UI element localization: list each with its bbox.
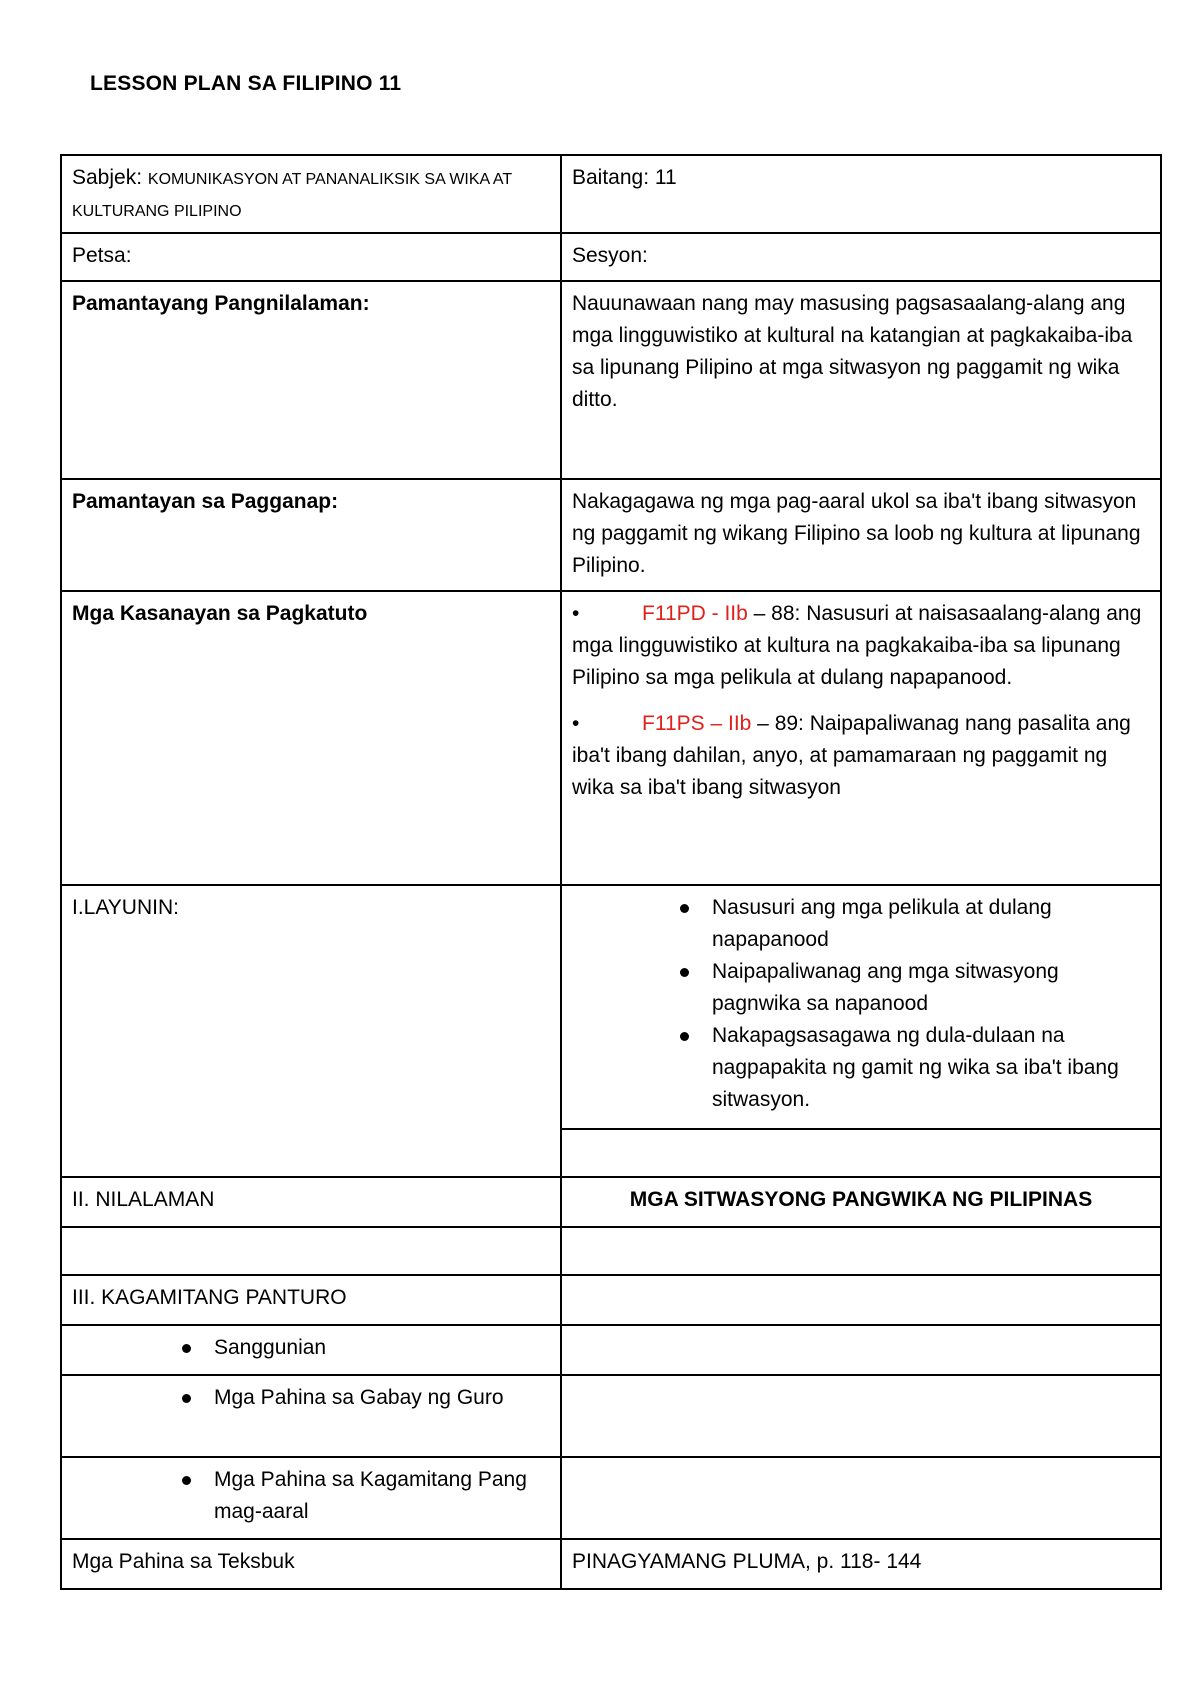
content-row [61, 1177, 1161, 1227]
materials-label: III. KAGAMITANG PANTURO [61, 1275, 561, 1325]
objectives-label: I.LAYUNIN: [61, 885, 561, 1177]
content-label: II. NILALAMAN [61, 1177, 561, 1227]
competency-code: F11PD - IIb [642, 602, 748, 625]
subject-label: Sabjek: [72, 166, 143, 189]
objectives-list [562, 892, 1150, 1116]
content-standard-label: Pamantayang Pangnilalaman: [61, 281, 561, 479]
competency-text: – 89: Naipapaliwanag nang pasalita ang iba't ibang dahilan, anyo, at pamamaraan ng paggamit ng wika sa iba't ibang sitwasyon [572, 712, 1131, 799]
textbook-label: Mga Pahina sa Teksbuk [61, 1539, 561, 1589]
empty-cell [561, 1325, 1161, 1375]
teacher-guide-row [61, 1375, 1161, 1457]
content-standard-value: Nauunawaan nang may masusing pagsasaalang-alang ang mga lingguwistiko at kultural na katangian at pagkakaiba-iba sa lipunang Pilipino at mga sitwasyon ng paggamit ng wika ditto. [561, 281, 1161, 479]
session-cell: Sesyon: [561, 233, 1161, 281]
competency-code: F11PS – IIb [642, 712, 752, 735]
teacher-guide-cell [61, 1375, 561, 1457]
empty-cell [561, 1275, 1161, 1325]
materials-row [61, 1275, 1161, 1325]
competency-bullet: • [572, 602, 580, 625]
competency-item [572, 708, 1150, 804]
references-label: Sanggunian [214, 1332, 550, 1364]
objective-item: Nasusuri ang mga pelikula at dulang napapanood [712, 892, 1150, 956]
performance-standard-row [61, 479, 1161, 591]
empty-cell [561, 1457, 1161, 1539]
objective-item: Naipapaliwanag ang mga sitwasyong pagnwika sa napanood [712, 956, 1150, 1020]
objectives-cell [561, 885, 1161, 1129]
content-standard-row [61, 281, 1161, 479]
references-cell [61, 1325, 561, 1375]
textbook-value: PINAGYAMANG PLUMA, p. 118- 144 [561, 1539, 1161, 1589]
subject-row [61, 155, 1161, 233]
blank-row [61, 1227, 1161, 1275]
competency-text: – 88: Nasusuri at naisasaalang-alang ang mga lingguwistiko at kultura na pagkakaiba-iba sa lipunang Pilipino sa mga pelikula at dulang napapanood. [572, 602, 1142, 689]
grade-cell: Baitang: 11 [561, 155, 1161, 233]
objective-item: Nakapagsasagawa ng dula-dulaan na nagpapakita ng gamit ng wika sa iba't ibang sitwasyon. [712, 1020, 1150, 1116]
empty-cell [561, 1129, 1161, 1177]
page-title: LESSON PLAN SA FILIPINO 11 [90, 72, 402, 95]
learner-material-row [61, 1457, 1161, 1539]
empty-cell [561, 1227, 1161, 1275]
date-cell: Petsa: [61, 233, 561, 281]
performance-standard-label: Pamantayan sa Pagganap: [61, 479, 561, 591]
objectives-row [61, 885, 1161, 1129]
learner-material-cell [61, 1457, 561, 1539]
content-value: MGA SITWASYONG PANGWIKA NG PILIPINAS [561, 1177, 1161, 1227]
references-list [62, 1332, 550, 1364]
performance-standard-value: Nakagagawa ng mga pag-aaral ukol sa iba't ibang sitwasyon ng paggamit ng wikang Filipino sa loob ng kultura at lipunang Pilipino. [561, 479, 1161, 591]
competency-bullet: • [572, 712, 580, 735]
empty-cell [61, 1227, 561, 1275]
textbook-row [61, 1539, 1161, 1589]
learner-material-label: Mga Pahina sa Kagamitang Pang mag-aaral [214, 1464, 550, 1528]
teacher-guide-label: Mga Pahina sa Gabay ng Guro [214, 1382, 550, 1414]
subject-cell [61, 155, 561, 233]
learner-material-list [62, 1464, 550, 1528]
date-row [61, 233, 1161, 281]
competencies-label: Mga Kasanayan sa Pagkatuto [61, 591, 561, 885]
competencies-cell [561, 591, 1161, 885]
subject-value: KOMUNIKASYON AT PANANALIKSIK SA WIKA AT KULTURANG PILIPINO [72, 171, 512, 220]
references-row [61, 1325, 1161, 1375]
teacher-guide-list [62, 1382, 550, 1414]
competencies-row [61, 591, 1161, 885]
lesson-plan-table [60, 154, 1162, 1590]
competency-item [572, 598, 1150, 694]
empty-cell [561, 1375, 1161, 1457]
